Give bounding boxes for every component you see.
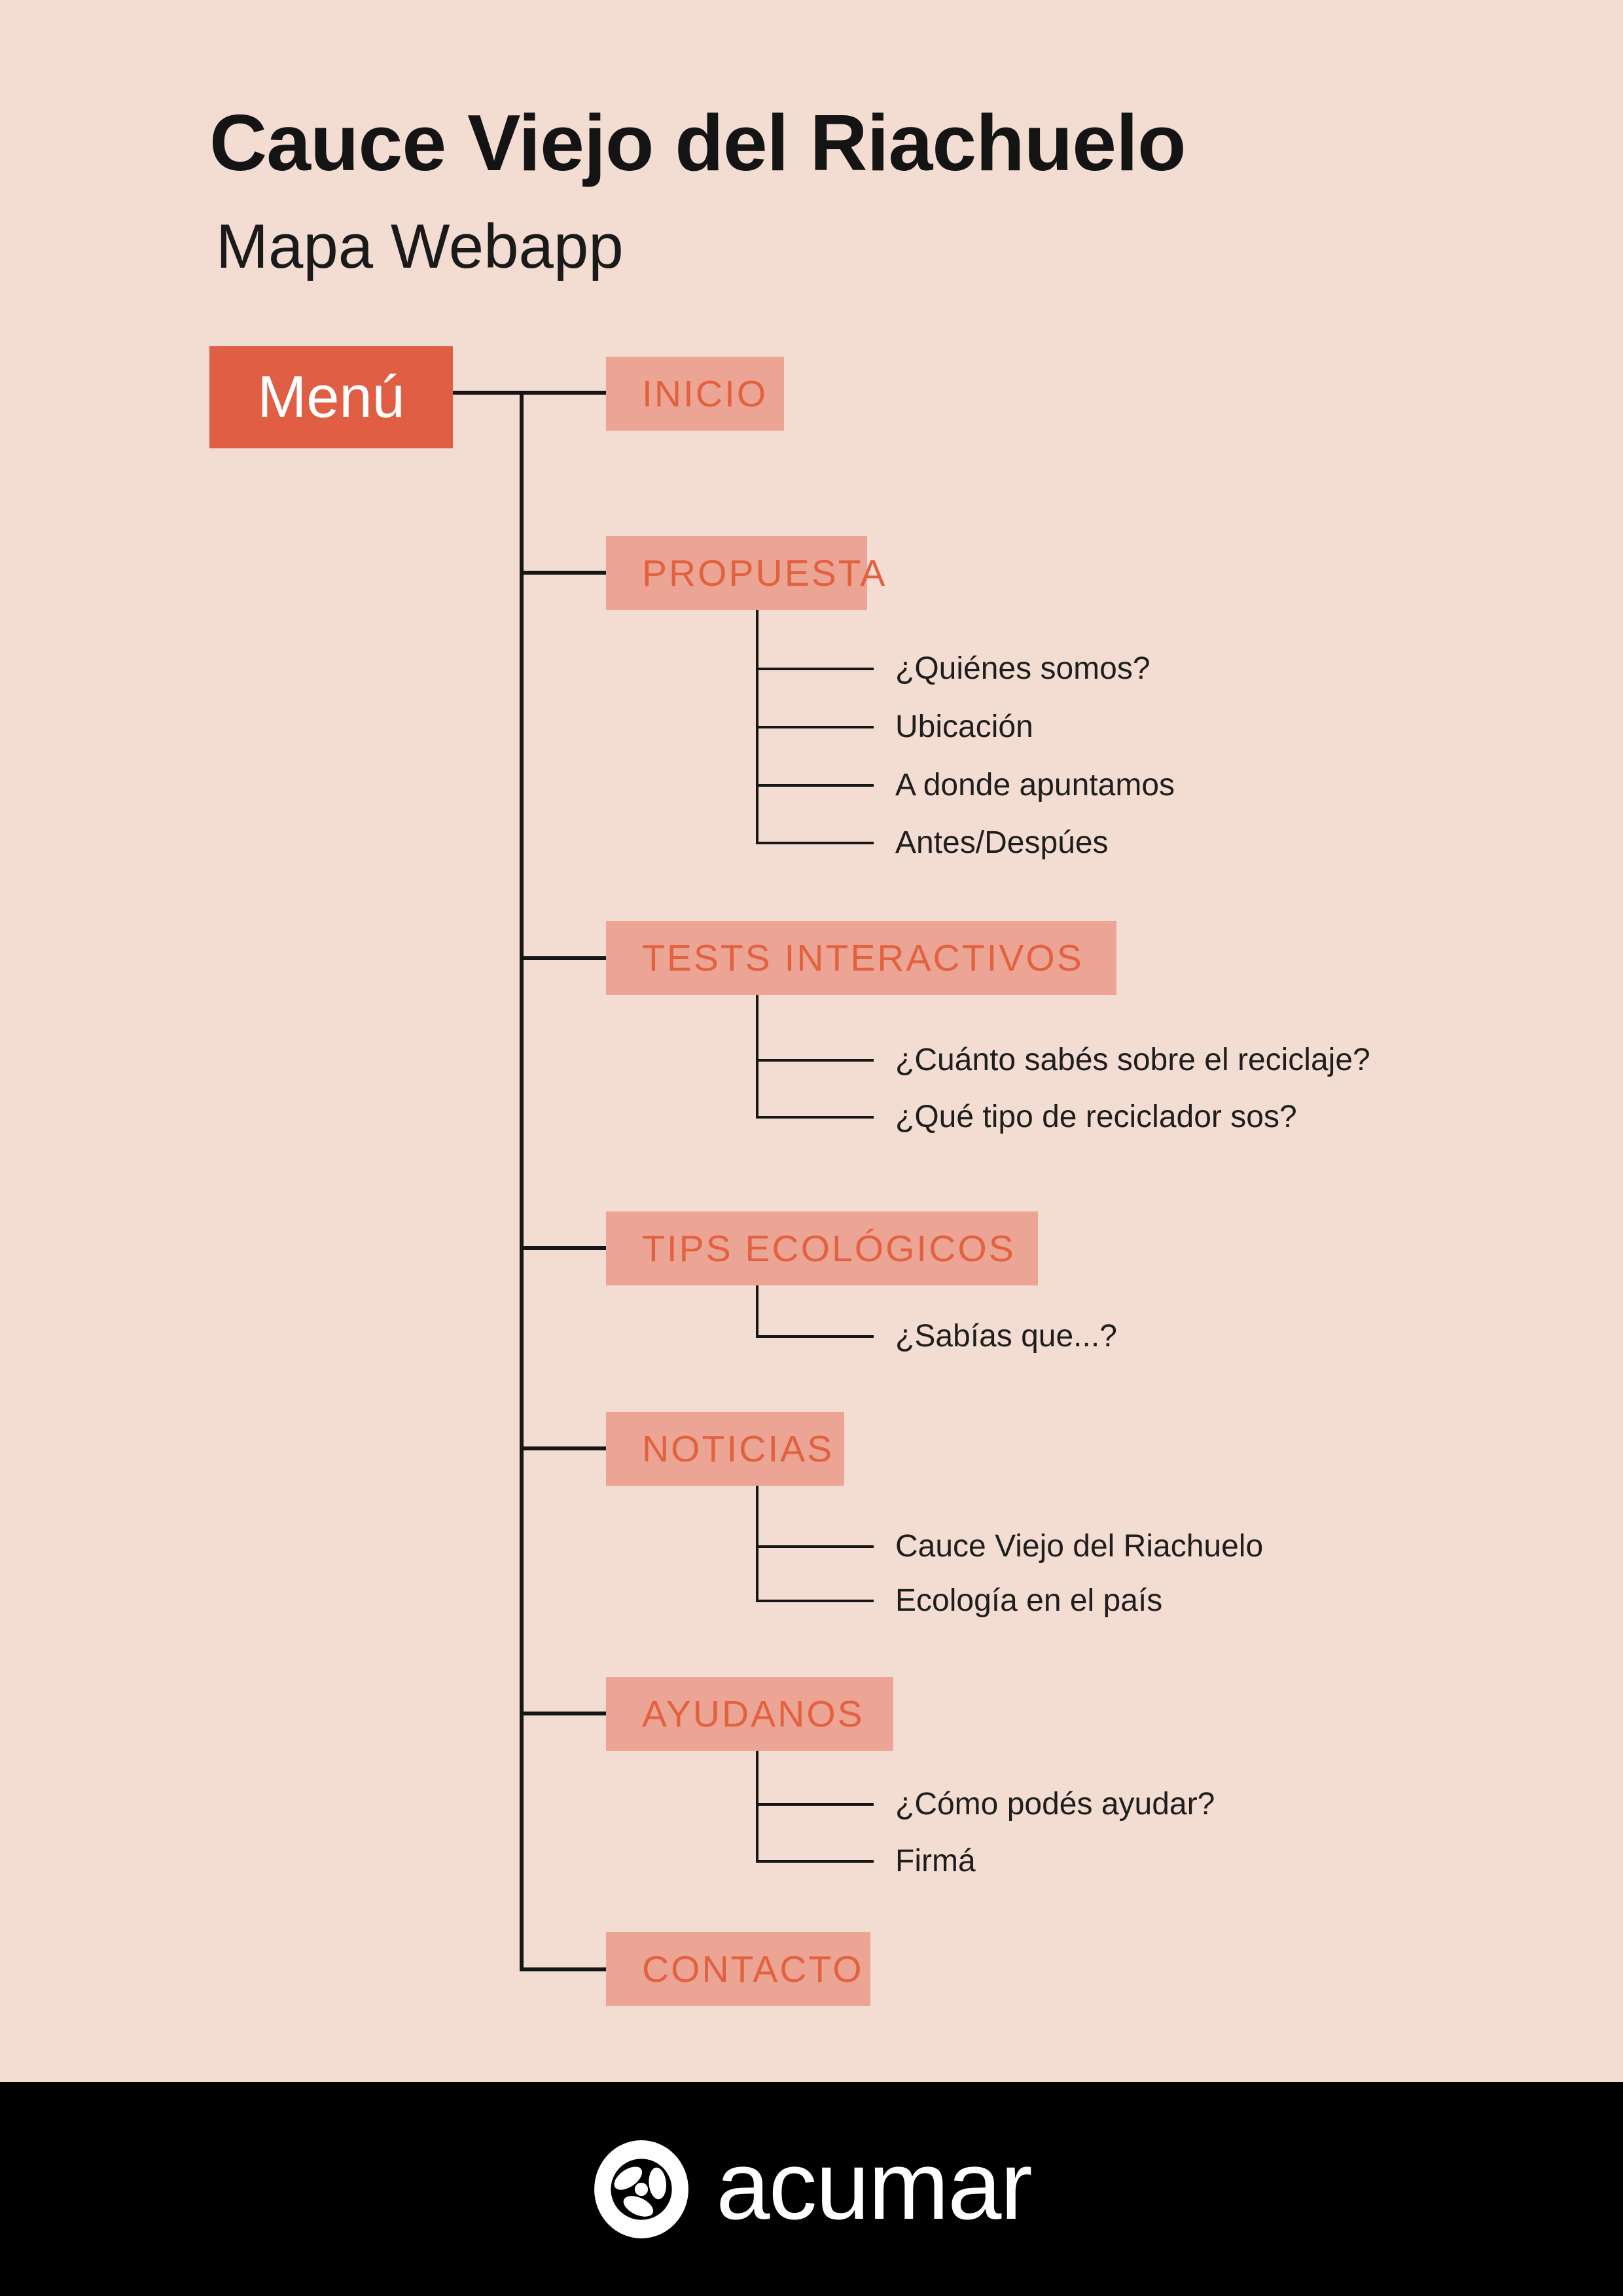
section-node-noticias [606, 1412, 844, 1486]
leaf-connector [756, 668, 874, 670]
section-node-ayudanos [606, 1677, 893, 1751]
section-label-contacto: CONTACTO [642, 1948, 864, 1990]
leaf-item-como-podes-ayudar: ¿Cómo podés ayudar? [895, 1787, 1215, 1821]
leaf-connector [756, 842, 874, 844]
acumar-swirl-icon [592, 2138, 691, 2240]
subtrunk-noticias [756, 1486, 758, 1602]
menu-root-node [209, 346, 453, 448]
menu-root-label: Menú [257, 364, 405, 430]
leaf-item-ubicacion: Ubicación [895, 709, 1033, 744]
page-title: Cauce Viejo del Riachuelo [209, 98, 1186, 187]
leaf-item-cuanto-sabes: ¿Cuánto sabés sobre el reciclaje? [895, 1043, 1370, 1077]
leaf-item-firma: Firmá [895, 1844, 976, 1878]
leaf-connector [756, 726, 874, 728]
subtrunk-tests [756, 995, 758, 1119]
branch-line-tests [520, 956, 606, 960]
branch-line-ayudanos [520, 1712, 606, 1715]
branch-line-noticias [520, 1446, 606, 1450]
page-subtitle: Mapa Webapp [216, 211, 624, 281]
section-node-propuesta [606, 536, 887, 610]
branch-line-propuesta [520, 571, 606, 575]
subtrunk-ayudanos [756, 1751, 758, 1863]
section-label-noticias: NOTICIAS [642, 1427, 834, 1470]
section-node-contacto [606, 1932, 870, 2006]
section-node-tests-interactivos [606, 921, 1116, 995]
leaf-connector [756, 1059, 874, 1062]
acumar-wordmark: acumar [716, 2131, 1031, 2240]
leaf-connector [756, 1545, 874, 1548]
leaf-item-antes-despues: Antes/Despúes [895, 825, 1109, 860]
leaf-connector [756, 1335, 874, 1338]
section-label-propuesta: PROPUESTA [642, 552, 887, 594]
leaf-connector [756, 1600, 874, 1602]
leaf-item-quienes-somos: ¿Quiénes somos? [895, 651, 1150, 686]
footer [0, 2082, 1623, 2296]
section-label-tests-interactivos: TESTS INTERACTIVOS [642, 937, 1084, 979]
section-node-tips-ecologicos [606, 1211, 1038, 1285]
tree-trunk-line [520, 391, 524, 1971]
leaf-item-a-donde-apuntamos: A donde apuntamos [895, 768, 1175, 802]
leaf-connector [756, 784, 874, 787]
leaf-item-ecologia-pais: Ecología en el país [895, 1583, 1163, 1618]
leaf-connector [756, 1860, 874, 1863]
leaf-connector [756, 1803, 874, 1806]
leaf-item-sabias-que: ¿Sabías que...? [895, 1319, 1117, 1354]
leaf-item-que-tipo-reciclador: ¿Qué tipo de reciclador sos? [895, 1100, 1297, 1134]
section-label-tips-ecologicos: TIPS ECOLÓGICOS [642, 1227, 1016, 1270]
section-label-ayudanos: AYUDANOS [642, 1693, 865, 1735]
section-node-inicio [606, 357, 784, 431]
section-label-inicio: INICIO [642, 372, 768, 415]
subtrunk-tips [756, 1285, 758, 1338]
branch-line-contacto [520, 1967, 606, 1971]
connector-menu-inicio [453, 391, 606, 395]
leaf-connector [756, 1116, 874, 1119]
branch-line-tips [520, 1246, 606, 1250]
leaf-item-cauce-viejo-noticia: Cauce Viejo del Riachuelo [895, 1529, 1264, 1564]
